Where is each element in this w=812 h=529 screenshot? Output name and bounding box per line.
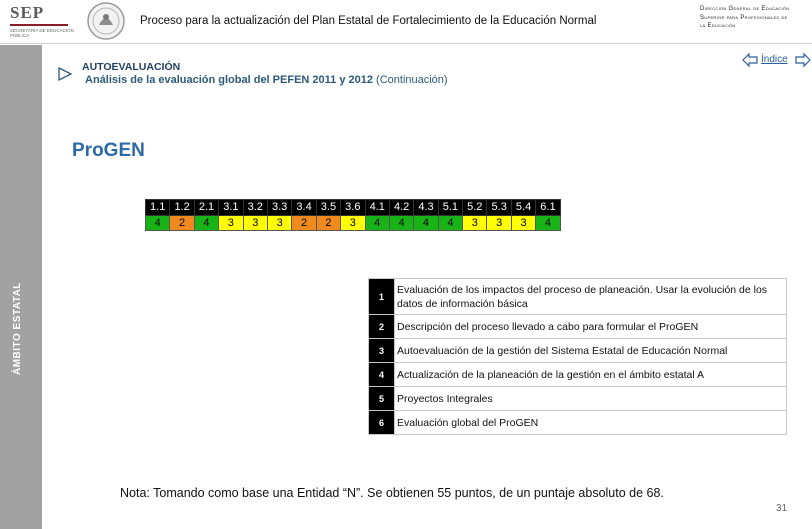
score-code-cell: 1.1	[146, 200, 170, 216]
score-code-cell: 5.1	[438, 200, 462, 216]
next-arrow-icon[interactable]	[795, 53, 811, 67]
legend-row	[369, 363, 787, 387]
score-code-cell: 3.6	[341, 200, 365, 216]
score-code-cell: 5.2	[463, 200, 487, 216]
national-seal-icon	[86, 1, 126, 41]
legend-number: 1	[369, 279, 395, 315]
score-code-cell: 3.1	[219, 200, 243, 216]
score-value-cell: 4	[389, 215, 413, 231]
header-bar	[0, 0, 812, 44]
legend-description: Evaluación global del ProGEN	[395, 411, 787, 435]
score-value-cell: 2	[170, 215, 194, 231]
section-subtitle-text: Análisis de la evaluación global del PEFEN 2011 y 2012	[85, 74, 373, 86]
score-value-cell: 2	[292, 215, 316, 231]
note-text: Nota: Tomando como base una Entidad “N”. Se obtienen 55 puntos, de un puntaje absoluto de 68.	[120, 486, 664, 500]
score-value-cell: 4	[414, 215, 438, 231]
sep-logo-text: SEP	[10, 3, 45, 22]
score-value-cell: 4	[146, 215, 170, 231]
legend-description: Evaluación de los impactos del proceso de planeación. Usar la evolución de los datos de información básica	[395, 279, 787, 315]
score-value-cell: 4	[365, 215, 389, 231]
organization-line-3: la Educación	[700, 23, 736, 29]
organization-name	[700, 5, 808, 31]
score-value-cell: 3	[341, 215, 365, 231]
play-triangle-icon	[57, 66, 73, 82]
left-sidebar-band	[0, 45, 42, 529]
score-code-cell: 6.1	[536, 200, 560, 216]
score-value-cell: 4	[438, 215, 462, 231]
index-navigation	[740, 52, 812, 70]
score-value-cell: 3	[487, 215, 511, 231]
index-link[interactable]: Índice	[761, 54, 788, 65]
score-code-cell: 3.2	[243, 200, 267, 216]
score-code-cell: 3.3	[267, 200, 291, 216]
score-table	[145, 199, 561, 231]
section-subtitle	[85, 74, 448, 86]
legend-row	[369, 279, 787, 315]
score-value-cell: 2	[316, 215, 340, 231]
section-label: AUTOEVALUACIÓN	[82, 61, 181, 73]
score-code-cell: 4.2	[389, 200, 413, 216]
score-value-cell: 3	[243, 215, 267, 231]
legend-row	[369, 411, 787, 435]
legend-description: Descripción del proceso llevado a cabo para formular el ProGEN	[395, 315, 787, 339]
legend-description: Autoevaluación de la gestión del Sistema Estatal de Educación Normal	[395, 339, 787, 363]
score-code-cell: 2.1	[194, 200, 218, 216]
organization-line-2: Superior para Profesionales de	[700, 14, 788, 21]
previous-arrow-icon[interactable]	[742, 53, 758, 67]
legend-row	[369, 315, 787, 339]
score-value-cell: 4	[536, 215, 560, 231]
score-value-row	[146, 215, 561, 231]
score-code-cell: 4.1	[365, 200, 389, 216]
score-header-row	[146, 200, 561, 216]
score-code-cell: 5.3	[487, 200, 511, 216]
score-value-cell: 3	[219, 215, 243, 231]
section-subtitle-continuation: (Continuación)	[376, 74, 448, 86]
sep-logo-subtext: SECRETARÍA DE EDUCACIÓN PÚBLICA	[10, 28, 74, 38]
score-code-cell: 3.5	[316, 200, 340, 216]
legend-number: 6	[369, 411, 395, 435]
sep-logo-rule	[10, 24, 68, 26]
organization-line-1: Dirección General de Educación	[700, 6, 790, 12]
page-number: 31	[776, 503, 788, 514]
score-value-cell: 3	[511, 215, 535, 231]
legend-table	[368, 278, 787, 435]
score-code-cell: 4.3	[414, 200, 438, 216]
page-title: ProGEN	[72, 140, 145, 161]
score-value-cell: 3	[463, 215, 487, 231]
legend-number: 5	[369, 387, 395, 411]
legend-number: 3	[369, 339, 395, 363]
sep-logo	[4, 3, 76, 41]
legend-number: 4	[369, 363, 395, 387]
score-code-cell: 5.4	[511, 200, 535, 216]
legend-row	[369, 387, 787, 411]
header-title: Proceso para la actualización del Plan Estatal de Fortalecimiento de la Educación Normal	[140, 15, 597, 27]
score-value-cell: 4	[194, 215, 218, 231]
score-code-cell: 3.4	[292, 200, 316, 216]
legend-row	[369, 339, 787, 363]
legend-number: 2	[369, 315, 395, 339]
score-code-cell: 1.2	[170, 200, 194, 216]
legend-description: Actualización de la planeación de la gestión en el ámbito estatal A	[395, 363, 787, 387]
score-value-cell: 3	[267, 215, 291, 231]
legend-description: Proyectos Integrales	[395, 387, 787, 411]
sidebar-label: ÁMBITO ESTATAL	[12, 282, 23, 375]
